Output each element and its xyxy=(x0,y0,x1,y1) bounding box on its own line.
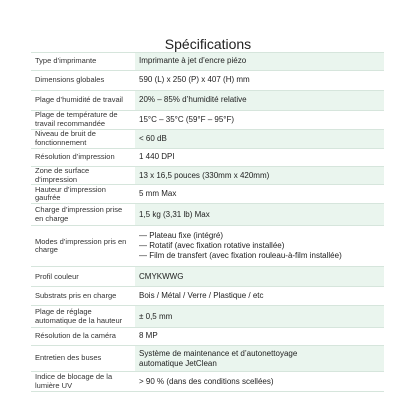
spec-label: Entretien des buses xyxy=(35,353,102,363)
spec-row xyxy=(31,91,384,111)
spec-value-line: 590 (L) x 250 (P) x 407 (H) mm xyxy=(139,75,250,85)
spec-value xyxy=(135,149,384,166)
spec-row xyxy=(31,130,384,148)
spec-row xyxy=(31,167,384,186)
spec-label: Type d’imprimante xyxy=(35,56,97,66)
spec-value xyxy=(135,372,384,391)
spec-value xyxy=(135,226,384,266)
spec-value xyxy=(135,204,384,225)
spec-value-line: automatique JetClean xyxy=(139,358,217,368)
spec-value-line: 5 mm Max xyxy=(139,189,177,199)
spec-row xyxy=(31,372,384,392)
spec-row xyxy=(31,306,384,328)
spec-label: Plage de température de travail recommandée xyxy=(35,110,118,128)
spec-row xyxy=(31,149,384,167)
spec-label: Charge d’impression prise en charge xyxy=(35,205,123,223)
spec-value-line: ± 0,5 mm xyxy=(139,311,173,321)
spec-value xyxy=(135,167,384,185)
spec-value-line: 8 MP xyxy=(139,331,158,341)
spec-row xyxy=(31,346,384,372)
page-title: Spécifications xyxy=(164,36,252,52)
spec-value-line: 20% – 85% d’humidité relative xyxy=(139,95,247,105)
spec-row xyxy=(31,111,384,131)
spec-value xyxy=(135,267,384,286)
spec-value xyxy=(135,71,384,90)
spec-label: Indice de blocage de la lumière UV xyxy=(35,371,113,390)
spec-row xyxy=(31,328,384,346)
spec-value-line: — Film de transfert (avec fixation rouleau-à-film installée) xyxy=(139,251,342,261)
spec-label: Résolution de la caméra xyxy=(35,331,116,341)
spec-value xyxy=(135,328,384,345)
spec-value xyxy=(135,306,384,327)
spec-label: Résolution d’impression xyxy=(35,151,115,161)
spec-value xyxy=(135,53,384,70)
spec-label: Niveau de bruit de fonctionnement xyxy=(35,129,96,147)
spec-value-line: 15°C – 35°C (59°F – 95°F) xyxy=(139,114,235,124)
spec-row xyxy=(31,226,384,267)
spec-row xyxy=(31,185,384,204)
spec-label: Profil couleur xyxy=(35,271,79,281)
spec-value-line: > 90 % (dans des conditions scellées) xyxy=(139,376,274,386)
spec-row xyxy=(31,204,384,226)
spec-value-line: — Plateau fixe (intégré) xyxy=(139,231,224,241)
spec-label: Modes d’impression pris en charge xyxy=(35,236,127,255)
spec-value xyxy=(135,130,384,147)
spec-label: Hauteur d’impression gaufrée xyxy=(35,184,106,203)
spec-value-line: Système de maintenance et d’autonettoyage xyxy=(139,348,298,358)
spec-value xyxy=(135,91,384,110)
spec-row xyxy=(31,267,384,287)
spec-row xyxy=(31,52,384,71)
spec-row xyxy=(31,71,384,91)
spec-table xyxy=(31,52,384,392)
spec-value-line: 1 440 DPI xyxy=(139,152,175,162)
spec-label: Substrats pris en charge xyxy=(35,290,117,300)
spec-value xyxy=(135,346,384,371)
spec-label: Zone de surface d’impression xyxy=(35,165,90,184)
spec-label: Plage de réglage automatique de la hauteur xyxy=(35,306,123,325)
spec-value xyxy=(135,111,384,130)
spec-label: Dimensions globales xyxy=(35,75,105,85)
spec-value-line: — Rotatif (avec fixation rotative installée) xyxy=(139,241,285,251)
spec-value xyxy=(135,185,384,203)
spec-value-line: Imprimante à jet d’encre piézo xyxy=(139,56,247,66)
spec-value-line: 13 x 16,5 pouces (330mm x 420mm) xyxy=(139,170,270,180)
spec-value-line: Bois / Métal / Verre / Plastique / etc xyxy=(139,291,264,301)
spec-value-line: CMYKWWG xyxy=(139,271,184,281)
spec-label: Plage d’humidité de travail xyxy=(35,94,123,104)
spec-value-line: 1,5 kg (3,31 lb) Max xyxy=(139,209,210,219)
spec-value xyxy=(135,287,384,305)
spec-value-line: < 60 dB xyxy=(139,134,167,143)
spec-row xyxy=(31,287,384,306)
